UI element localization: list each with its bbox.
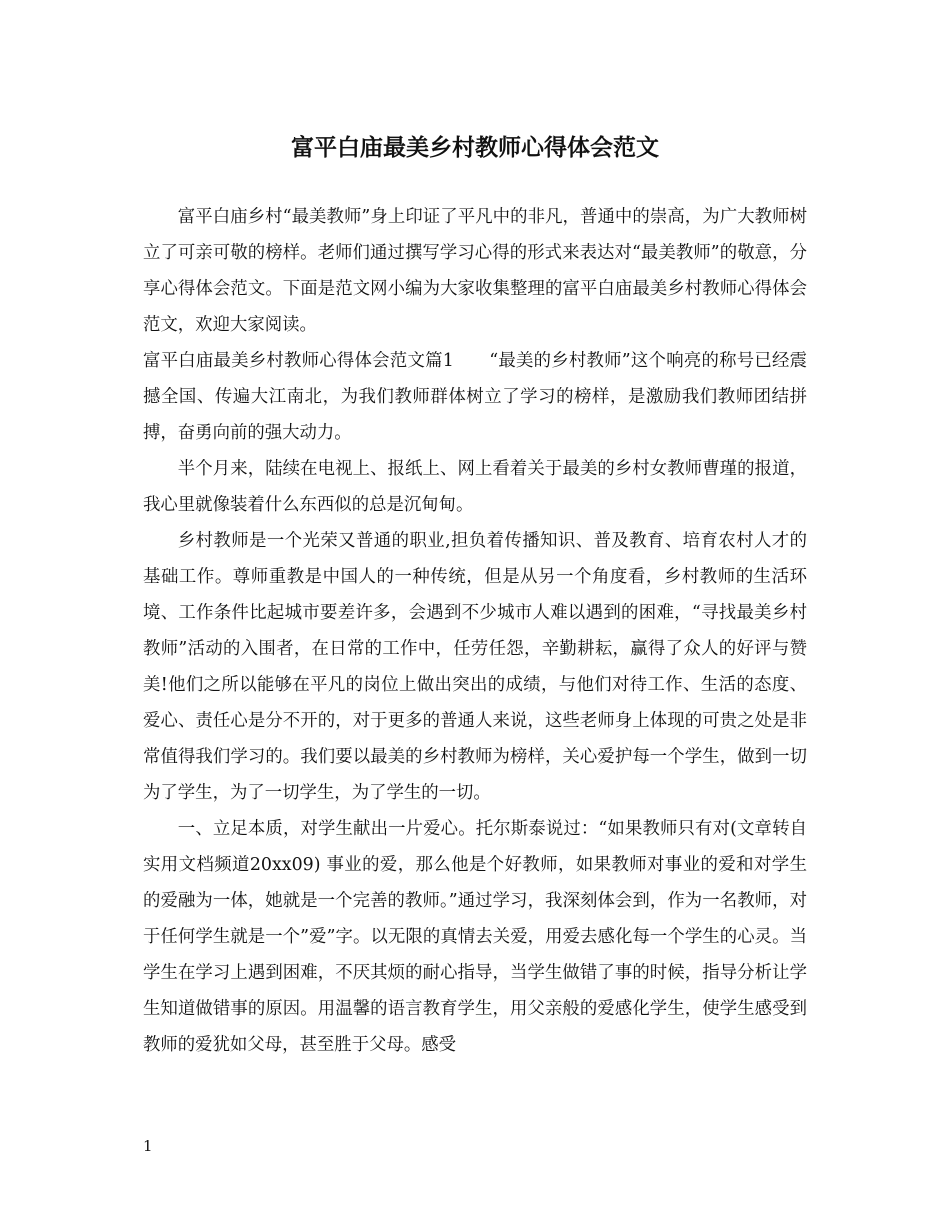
page-number: 1 bbox=[143, 1137, 153, 1155]
paragraph-news-reports: 半个月来，陆续在电视上、报纸上、网上看着关于最美的乡村女教师曹瑾的报道，我心里就像装着什么东西似的总是沉甸甸。 bbox=[143, 459, 807, 515]
document-body bbox=[143, 199, 807, 1063]
paragraph-rural-teacher: 乡村教师是一个光荣又普通的职业,担负着传播知识、普及教育、培育农村人才的基础工作。尊师重教是中国人的一种传统，但是从另一个角度看，乡村教师的生活环境、工作条件比起城市要差许多，会遇到不少城市人难以遇到的困难，“寻找最美乡村教师”活动的入围者，在日常的工作中，任劳任怨，辛勤耕耘，赢得了众人的好评与赞美!他们之所以能够在平凡的岗位上做出突出的成绩，与他们对待工作、生活的态度、爱心、责任心是分不开的，对于更多的普通人来说，这些老师身上体现的可贵之处是非常值得我们学习的。我们要以最美的乡村教师为榜样，关心爱护每一个学生，做到一切为了学生，为了一切学生，为了学生的一切。 bbox=[143, 531, 807, 803]
paragraph-intro: 富平白庙乡村“最美教师”身上印证了平凡中的非凡，普通中的崇高，为广大教师树立了可亲可敬的榜样。老师们通过撰写学习心得的形式来表达对“最美教师”的敬意，分享心得体会范文。下面是范文网小编为大家收集整理的富平白庙最美乡村教师心得体会范文，欢迎大家阅读。 bbox=[143, 207, 807, 335]
paragraph-point-one: 一、立足本质，对学生献出一片爱心。托尔斯泰说过：“如果教师只有对(文章转自实用文档频道20xx09) 事业的爱，那么他是个好教师，如果教师对事业的爱和对学生的爱融为一体，她就是一个完善的教师。”通过学习，我深刻体会到，作为一名教师，对于任何学生就是一个”爱”字。以无限的真情去关爱，用爱去感化每一个学生的心灵。当学生在学习上遇到困难，不厌其烦的耐心指导，当学生做错了事的时候，指导分析让学生知道做错事的原因。用温馨的语言教育学生，用父亲般的爱感化学生，使学生感受到教师的爱犹如父母，甚至胜于父母。感受 bbox=[143, 819, 807, 1055]
document-title: 富平白庙最美乡村教师心得体会范文 bbox=[291, 134, 659, 161]
paragraph-section-1: 富平白庙最美乡村教师心得体会范文篇1 “最美的乡村教师”这个响亮的称号已经震撼全国、传遍大江南北，为我们教师群体树立了学习的榜样，是激励我们教师团结拼搏，奋勇向前的强大动力。 bbox=[143, 351, 807, 443]
